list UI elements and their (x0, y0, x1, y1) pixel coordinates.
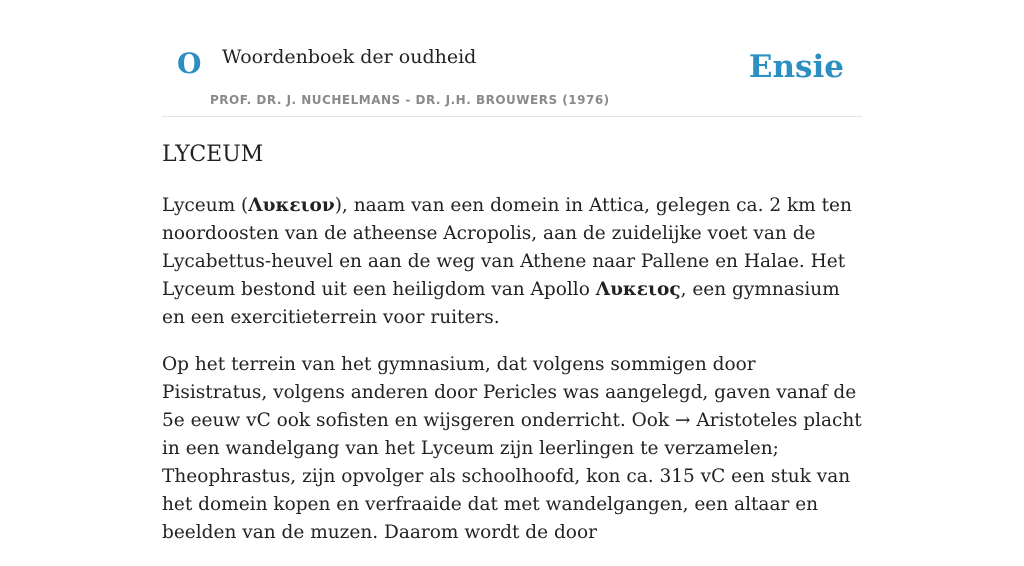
p1-text-2: ), naam van een domein in Attica, gelegen ca. 2 km ten noordoosten van de atheense Acropolis, aan de zuidelijke voet van de Lycabettus-heuvel en aan de weg van Athene naar Pallene en Halae. Het Lyceum bestond uit een heiligdom van Apollo (162, 195, 852, 300)
ensie-logo-link[interactable]: Ensie (748, 49, 844, 85)
aristoteles-link[interactable]: → Aristoteles (675, 410, 798, 431)
book-authors: PROF. DR. J. NUCHELMANS - DR. J.H. BROUWERS (1976) (210, 93, 610, 107)
book-title-link[interactable]: Woordenboek der oudheid (222, 46, 477, 68)
entry-title: LYCEUM (162, 142, 264, 167)
greek-term-lykeion: Λυκειον (248, 195, 335, 216)
p2-text-1: Op het terrein van het gymnasium, dat volgens sommigen door Pisistratus, volgens anderen door Pericles was aangelegd, gaven vanaf de 5e eeuw vC ook sofisten en wijsgeren onderricht. Ook (162, 354, 857, 431)
p1-text-1: Lyceum ( (162, 195, 249, 216)
p1-text-3: , een gymnasium en een exercitieterrein voor ruiters. (162, 279, 840, 328)
paragraph-1 (162, 192, 862, 332)
header (162, 0, 862, 117)
paragraph-2 (162, 351, 862, 547)
entry-body (162, 192, 862, 566)
p2-text-2: placht in een wandelgang van het Lyceum zijn leerlingen te verzamelen; Theophrastus, zijn opvolger als schoolhoofd, kon ca. 315 vC een stuk van het domein kopen en verfraaide dat met wandelgangen, een altaar en beelden van de muzen. Daarom wordt de door (162, 410, 862, 543)
book-initial-logo[interactable]: O (177, 47, 202, 80)
greek-term-lykeios: Λυκειος (595, 279, 681, 300)
